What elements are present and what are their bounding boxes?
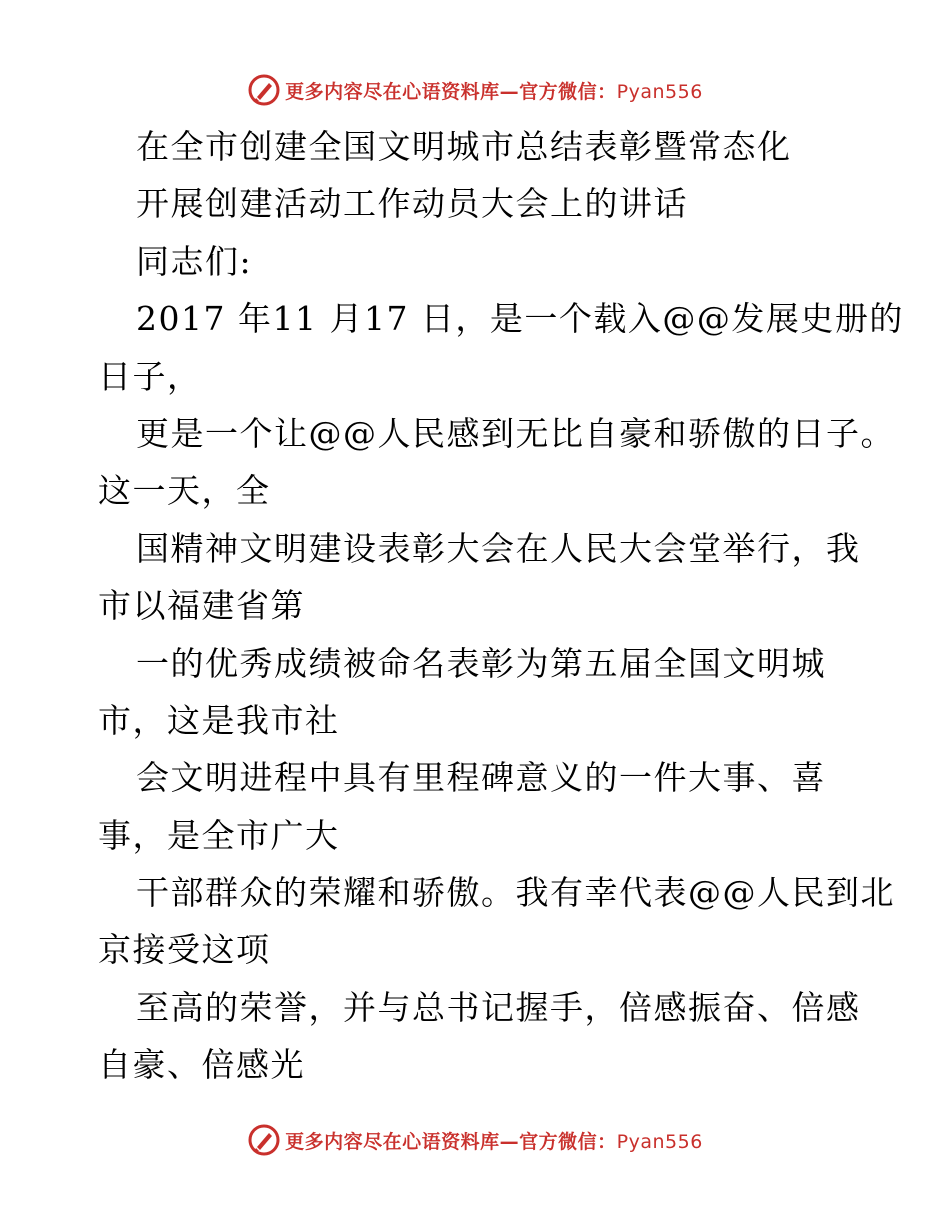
text-line: 在全市创建全国文明城市总结表彰暨常态化 xyxy=(136,127,792,166)
document-body xyxy=(98,118,904,1094)
text-line: 开展创建活动工作动员大会上的讲话 xyxy=(136,184,688,224)
text-line: 一的优秀成绩被命名表彰为第五届全国文明城 xyxy=(136,643,826,683)
text-line: 2017 年11 月17 日，是一个载入@@发展史册的 xyxy=(136,299,904,339)
text-line: 事，是全市广大 xyxy=(98,815,340,855)
wechat-id: Pyan556 xyxy=(616,1130,703,1153)
pen-logo-icon xyxy=(247,1123,281,1157)
text-line: 市以福建省第 xyxy=(98,586,305,626)
wechat-id: Pyan556 xyxy=(616,80,703,103)
text-line: 京接受这项 xyxy=(98,930,271,970)
text-line: 这一天，全 xyxy=(98,471,271,511)
watermark-banner-bottom xyxy=(0,1120,950,1160)
watermark-banner-top xyxy=(0,70,950,110)
pen-logo-icon xyxy=(247,73,281,107)
watermark-text: 更多内容尽在心语资料库—官方微信：Pyan556 xyxy=(285,80,703,103)
text-line: 干部群众的荣耀和骄傲。我有幸代表@@人民到北 xyxy=(136,873,895,913)
text-line: 至高的荣誉，并与总书记握手，倍感振奋、倍感 xyxy=(136,987,861,1027)
text-line: 自豪、倍感光 xyxy=(98,1045,305,1085)
text-line: 日子， xyxy=(98,356,202,396)
text-line: 国精神文明建设表彰大会在人民大会堂举行，我 xyxy=(136,528,861,568)
text-line: 会文明进程中具有里程碑意义的一件大事、喜 xyxy=(136,758,826,798)
text-line: 市，这是我市社 xyxy=(98,700,340,740)
text-line: 同志们: xyxy=(136,241,253,281)
watermark-text: 更多内容尽在心语资料库—官方微信：Pyan556 xyxy=(285,1130,703,1153)
text-line: 更是一个让@@人民感到无比自豪和骄傲的日子。 xyxy=(136,413,895,453)
